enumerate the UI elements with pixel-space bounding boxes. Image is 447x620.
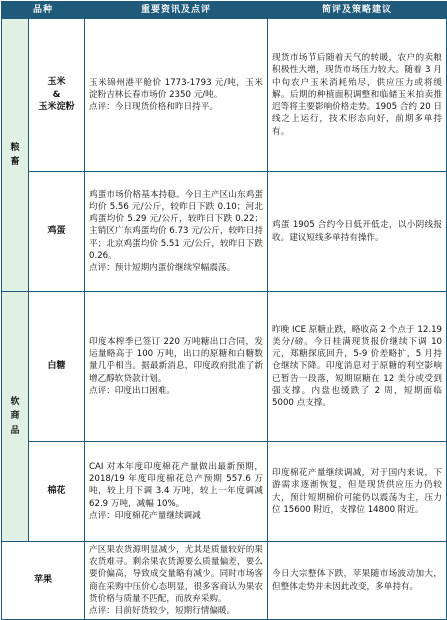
table-row — [2, 19, 447, 172]
sector-cell-grain-livestock: 粮 畜 — [2, 19, 29, 292]
review-cell-sugar: 昨晚 ICE 原糖止跌，略收高 2 个点于 12.19 美分/磅。今日桂满现货报价继续下调 10 元，郑糖探底回升，5-9 价差略扩，5 月持仓继续下降。印度消息对于原糖的利空影响已暂告一段落，短期原糖在 12 美分或受到强支撑。内盘也缓跌了 2 周，短期面临 5000 点支撑。 — [268, 292, 447, 442]
product-cell-egg: 鸡蛋 — [29, 172, 85, 292]
info-cell-apple: 产区果农货源明显减少，尤其是质量较好的果农货难寻。剩余果农货源要么质量偏差，要么要价偏高，导致成交量略有减少。同时市场客商在采购中压价心态明显，很多客商认为果农货价格与质量不匹配，而放弃采购。 点评：目前好货较少，短期行情偏暖。 — [85, 542, 268, 620]
header-info: 重要资讯及点评 — [85, 2, 268, 19]
info-cell-egg: 鸡蛋市场价格基本持稳。今日主产区山东鸡蛋均价 5.56 元/公斤，较昨日下跌 0.10；河北鸡蛋均价 5.29 元/公斤，较昨日下跌 0.22；主销区广东鸡蛋均价 6.73 元/公斤，较昨日持平；北京鸡蛋均价 5.51 元/公斤，较昨日下跌 0.26。 点评：预计短期内蛋价继续窄幅震荡。 — [85, 172, 268, 292]
table-row — [2, 542, 447, 620]
header-review: 简评及策略建议 — [268, 2, 447, 19]
review-cell-egg: 鸡蛋 1905 合约今日低开低走，以小阴线报收。建议短线多单持有操作。 — [268, 172, 447, 292]
product-cell-apple: 苹果 — [2, 542, 85, 620]
table-row — [2, 442, 447, 542]
review-cell-cotton: 印度棉花产量继续调减，对于国内来说，下游需求逐渐恢复，但是现货供应压力仍较大，预计短期棉价可能仍以震荡为主，压力位 15600 附近，支撑位 14800 附近。 — [268, 442, 447, 542]
commodity-table — [1, 1, 447, 620]
product-cell-cotton: 棉花 — [29, 442, 85, 542]
info-cell-corn: 玉米锦州港平舱价 1773-1793 元/吨，玉米淀粉吉林长春市场价 2350 元/吨。 点评：今日现货价格和昨日持平。 — [85, 19, 268, 172]
table-row — [2, 292, 447, 442]
info-cell-cotton: CAI 对本年度印度棉花产量做出最新预期，2018/19 年度印度棉花总产预期 557.6 万吨，较上月下调 3.4 万吨，较上一年度调减 62.9 万吨，减幅 10%。 点评：印度棉花产量继续调减 — [85, 442, 268, 542]
table-header-row — [2, 2, 447, 19]
review-cell-corn: 现货市场节后随着天气的转暖，农户的卖粮积极性大增，现货市场压力较大。随着 3 月中旬农户玉米消耗殆尽，供应压力或将缓解。后期的种植面积调整和临储玉米拍卖推迟等将主要影响价格走势。1905 合约 20 日线之上运行，技术形态向好，前期多单持有。 — [268, 19, 447, 172]
table-row — [2, 172, 447, 292]
header-sector: 品种 — [2, 2, 85, 19]
product-cell-sugar: 白糖 — [29, 292, 85, 442]
info-cell-sugar: 印度本榨季已签订 220 万吨糖出口合同，发运量略高于 100 万吨，出口的原糖和白糖数量几乎相当。据最新消息，印度政府批准了新增乙醇软贷款计划。 点评：印度出口困难。 — [85, 292, 268, 442]
sector-cell-soft-commodities: 软 商 品 — [2, 292, 29, 542]
review-cell-apple: 今日大宗整体下跌，苹果随市场波动加大，但整体走势并未因此改变，多单持有。 — [268, 542, 447, 620]
product-cell-corn: 玉米 & 玉米淀粉 — [29, 19, 85, 172]
